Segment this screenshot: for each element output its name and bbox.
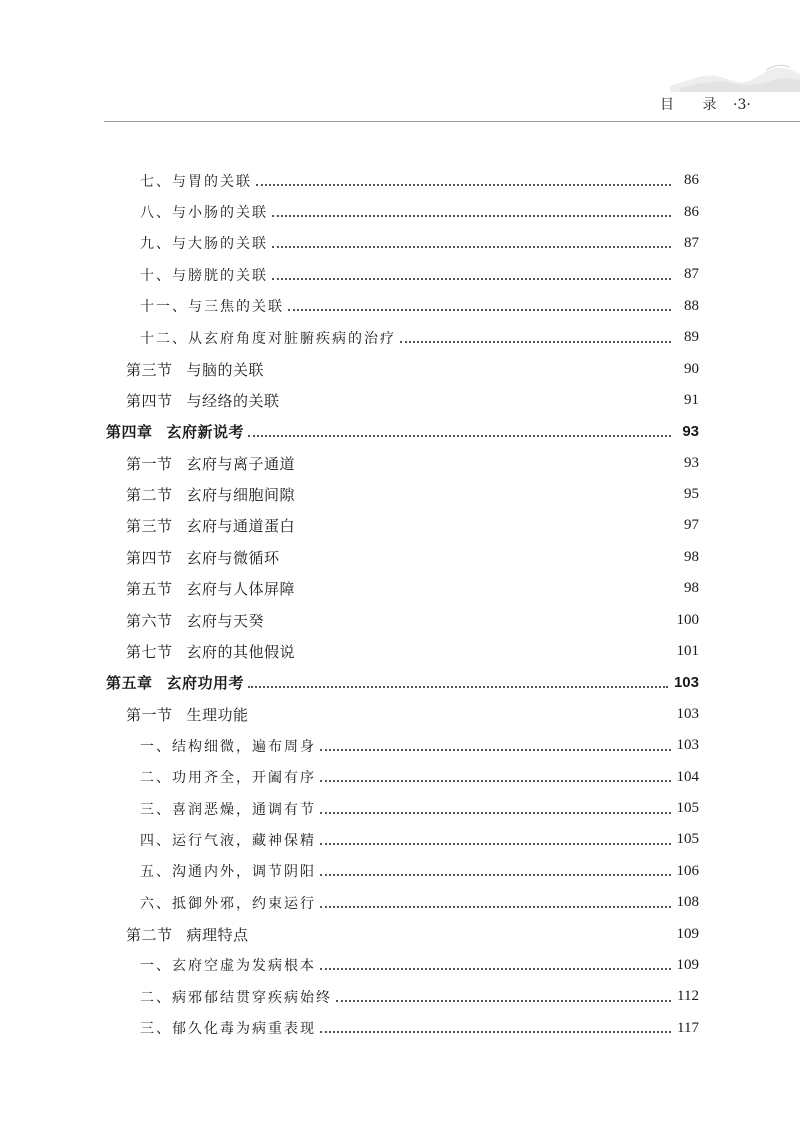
toc-entry-page-number: 103	[676, 705, 699, 722]
toc-entry-section[interactable]	[0, 699, 800, 730]
toc-entry-section[interactable]	[0, 385, 800, 416]
toc-entry-item[interactable]	[0, 981, 800, 1012]
toc-entry-page-number: 97	[684, 517, 699, 534]
toc-entry-page-number: 86	[684, 203, 699, 220]
toc-entry-title: 第二节 玄府与细胞间隙	[126, 487, 296, 505]
toc-entry-item[interactable]	[0, 761, 800, 792]
running-head-page-number: ·3·	[733, 97, 751, 113]
dot-leader	[320, 872, 671, 876]
toc-entry-page-number: 105	[676, 800, 699, 816]
page-header	[0, 0, 800, 130]
toc-entry-page-number: 106	[676, 862, 699, 879]
header-rule	[104, 121, 800, 122]
dot-leader	[320, 1029, 671, 1033]
toc-entry-title: 第四章 玄府新说考	[106, 424, 245, 442]
mountain-decoration-icon	[670, 56, 800, 92]
toc-entry-page-number: 103	[676, 737, 699, 754]
toc-entry-item[interactable]	[0, 196, 800, 227]
toc-entry-section[interactable]	[0, 604, 800, 635]
toc-entry-title: 第三节 玄府与通道蛋白	[126, 518, 296, 536]
toc-entry-page-number: 90	[684, 360, 699, 377]
toc-entry-title: 第二节 病理特点	[126, 926, 249, 944]
dot-leader	[272, 213, 671, 217]
dot-leader	[320, 810, 671, 814]
toc-entry-title: 二、功用齐全，开阖有序	[140, 770, 316, 787]
toc-entry-page-number: 112	[677, 988, 699, 1005]
toc-entry-page-number: 87	[684, 234, 699, 251]
toc-entry-page-number: 101	[676, 643, 699, 660]
dot-leader	[253, 935, 671, 939]
toc-entry-section[interactable]	[0, 448, 800, 479]
toc-entry-section[interactable]	[0, 353, 800, 384]
toc-entry-section[interactable]	[0, 542, 800, 573]
toc-entry-page-number: 100	[676, 611, 699, 628]
dot-leader	[320, 778, 671, 782]
toc-entry-item[interactable]	[0, 1013, 800, 1044]
toc-entry-item[interactable]	[0, 165, 800, 196]
toc-entry-title: 第五节 玄府与人体屏障	[126, 581, 296, 599]
toc-entry-chapter[interactable]	[0, 416, 800, 447]
toc-entry-title: 十、与膀胱的关联	[140, 267, 268, 284]
dot-leader	[253, 715, 671, 719]
dot-leader	[320, 841, 671, 845]
dot-leader	[272, 244, 671, 248]
toc-entry-title: 四、运行气液，藏神保精	[140, 832, 316, 849]
toc-entry-title: 第一节 玄府与离子通道	[126, 455, 296, 473]
toc-entry-page-number: 103	[673, 674, 699, 692]
toc-entry-page-number: 105	[676, 831, 699, 848]
dot-leader	[268, 621, 670, 625]
toc-entry-chapter[interactable]	[0, 667, 800, 698]
toc-entry-page-number: 93	[682, 423, 699, 441]
toc-entry-title: 六、抵御外邪，约束运行	[140, 895, 316, 912]
toc-entry-title: 第四节 玄府与微循环	[126, 549, 280, 567]
toc-entry-page-number: 91	[684, 391, 699, 408]
dot-leader	[272, 276, 671, 280]
dot-leader	[299, 496, 671, 500]
dot-leader	[248, 684, 668, 688]
toc-entry-page-number: 104	[676, 768, 699, 785]
toc-entry-title: 十一、与三焦的关联	[140, 299, 284, 316]
toc-entry-title: 五、沟通内外，调节阴阳	[140, 864, 316, 881]
toc-entry-page-number: 108	[676, 894, 699, 911]
toc-entry-item[interactable]	[0, 793, 800, 824]
toc-entry-section[interactable]	[0, 510, 800, 541]
toc-entry-page-number: 93	[684, 454, 699, 471]
toc-entry-title: 十二、从玄府角度对脏腑疾病的治疗	[140, 330, 396, 347]
toc-entry-item[interactable]	[0, 322, 800, 353]
dot-leader	[320, 966, 671, 970]
toc-entry-section[interactable]	[0, 573, 800, 604]
running-head-title: 目 录	[660, 97, 729, 113]
toc-entry-title: 第五章 玄府功用考	[106, 675, 245, 693]
toc-entry-title: 九、与大肠的关联	[140, 236, 268, 253]
toc-entry-title: 三、喜润恶燥，通调有节	[140, 801, 316, 818]
toc-entry-page-number: 86	[684, 172, 699, 189]
toc-entry-page-number: 89	[684, 329, 699, 346]
toc-entry-title: 一、结构细微，遍布周身	[140, 738, 316, 755]
toc-entry-page-number: 87	[684, 266, 699, 283]
toc-entry-item[interactable]	[0, 856, 800, 887]
dot-leader	[288, 307, 671, 311]
toc-entry-title: 七、与胃的关联	[140, 173, 252, 190]
dot-leader	[284, 401, 671, 405]
toc-entry-item[interactable]	[0, 950, 800, 981]
dot-leader	[248, 433, 671, 437]
dot-leader	[400, 339, 671, 343]
dot-leader	[336, 998, 671, 1002]
toc-entry-page-number: 109	[676, 925, 699, 942]
toc-entry-page-number: 117	[677, 1019, 699, 1036]
toc-entry-title: 第七节 玄府的其他假说	[126, 644, 296, 662]
toc-entry-page-number: 109	[676, 956, 699, 973]
toc-entry-item[interactable]	[0, 730, 800, 761]
toc-entry-item[interactable]	[0, 259, 800, 290]
dot-leader	[268, 370, 671, 374]
dot-leader	[284, 558, 671, 562]
toc-entry-title: 二、病邪郁结贯穿疾病始终	[140, 989, 332, 1006]
toc-entry-page-number: 88	[684, 297, 699, 314]
toc-entry-title: 一、玄府空虚为发病根本	[140, 958, 316, 975]
toc-entry-section[interactable]	[0, 479, 800, 510]
dot-leader	[320, 904, 671, 908]
toc-entry-section[interactable]	[0, 636, 800, 667]
toc-entry-title: 三、郁久化毒为病重表现	[140, 1021, 316, 1038]
dot-leader	[299, 653, 670, 657]
toc-entry-page-number: 95	[684, 486, 699, 503]
toc-entry-item[interactable]	[0, 824, 800, 855]
dot-leader	[320, 747, 671, 751]
dot-leader	[256, 182, 671, 186]
toc-entry-item[interactable]	[0, 228, 800, 259]
toc-entry-title: 第一节 生理功能	[126, 706, 249, 724]
dot-leader	[299, 527, 671, 531]
toc-entry-section[interactable]	[0, 918, 800, 949]
dot-leader	[299, 590, 671, 594]
toc-entry-title: 第六节 玄府与天癸	[126, 612, 265, 630]
toc-entry-page-number: 98	[684, 580, 699, 597]
toc-entry-page-number: 98	[684, 548, 699, 565]
table-of-contents	[0, 165, 800, 1044]
toc-entry-title: 八、与小肠的关联	[140, 205, 268, 222]
toc-entry-title: 第四节 与经络的关联	[126, 392, 280, 410]
toc-entry-title: 第三节 与脑的关联	[126, 361, 265, 379]
toc-entry-item[interactable]	[0, 887, 800, 918]
toc-entry-item[interactable]	[0, 291, 800, 322]
dot-leader	[299, 464, 671, 468]
